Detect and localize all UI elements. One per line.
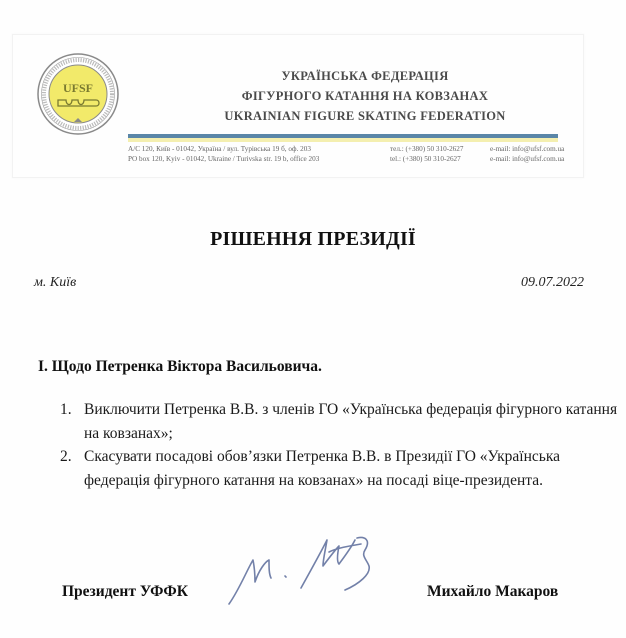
email: e-mail: info@ufsf.com.ua (490, 145, 565, 153)
org-name-en: UKRAINIAN FIGURE SKATING FEDERATION (224, 109, 506, 123)
org-name-ua-line1: УКРАЇНСЬКА ФЕДЕРАЦІЯ (281, 69, 449, 83)
org-name-ua-line2: ФІГУРНОГО КАТАННЯ НА КОВЗАНАХ (241, 89, 489, 103)
section-heading: І. Щодо Петренка Віктора Васильовича. (38, 358, 322, 375)
signature-icon (225, 530, 395, 608)
logo-text: UFSF (63, 81, 93, 95)
stripe-yellow (128, 138, 558, 142)
address: А/С 120, Київ - 01042, Україна / вул. Турівська 19 б, оф. 203 (128, 145, 311, 153)
address: PO box 120, Kyiv - 01042, Ukraine / Turivska str. 19 b, office 203 (128, 154, 320, 163)
item-text: Виключити Петренка В.В. з членів ГО «Українська федерація фігурного катання на ковзанах»; (84, 401, 618, 442)
email: e-mail: info@ufsf.com.ua (490, 154, 565, 163)
contact-row-en (128, 155, 568, 165)
item-number: 2. (60, 448, 72, 465)
contact-info (128, 145, 568, 164)
phone: tel.: (+380) 50 310-2627 (390, 154, 461, 163)
list-item (60, 398, 620, 445)
contact-row-ua (128, 145, 568, 155)
decision-list (60, 398, 620, 492)
item-number: 1. (60, 401, 72, 418)
ufsf-emblem-icon (36, 52, 120, 136)
signatory-role: Президент УФФК (62, 583, 188, 600)
document-date: 09.07.2022 (521, 275, 584, 290)
item-text: Скасувати посадові обов’язки Петренка В.В. в Президії ГО «Українська федерація фігурного катання на ковзанах» на посаді віце-президента. (84, 448, 561, 489)
flag-stripe (128, 134, 558, 142)
organization-name (200, 66, 530, 126)
phone: тел.: (+380) 50 310-2627 (390, 145, 464, 153)
signatory-name: Михайло Макаров (427, 583, 559, 600)
document-title: РІШЕННЯ ПРЕЗИДІЇ (210, 228, 416, 250)
document-place: м. Київ (34, 275, 77, 290)
list-item (60, 445, 620, 492)
